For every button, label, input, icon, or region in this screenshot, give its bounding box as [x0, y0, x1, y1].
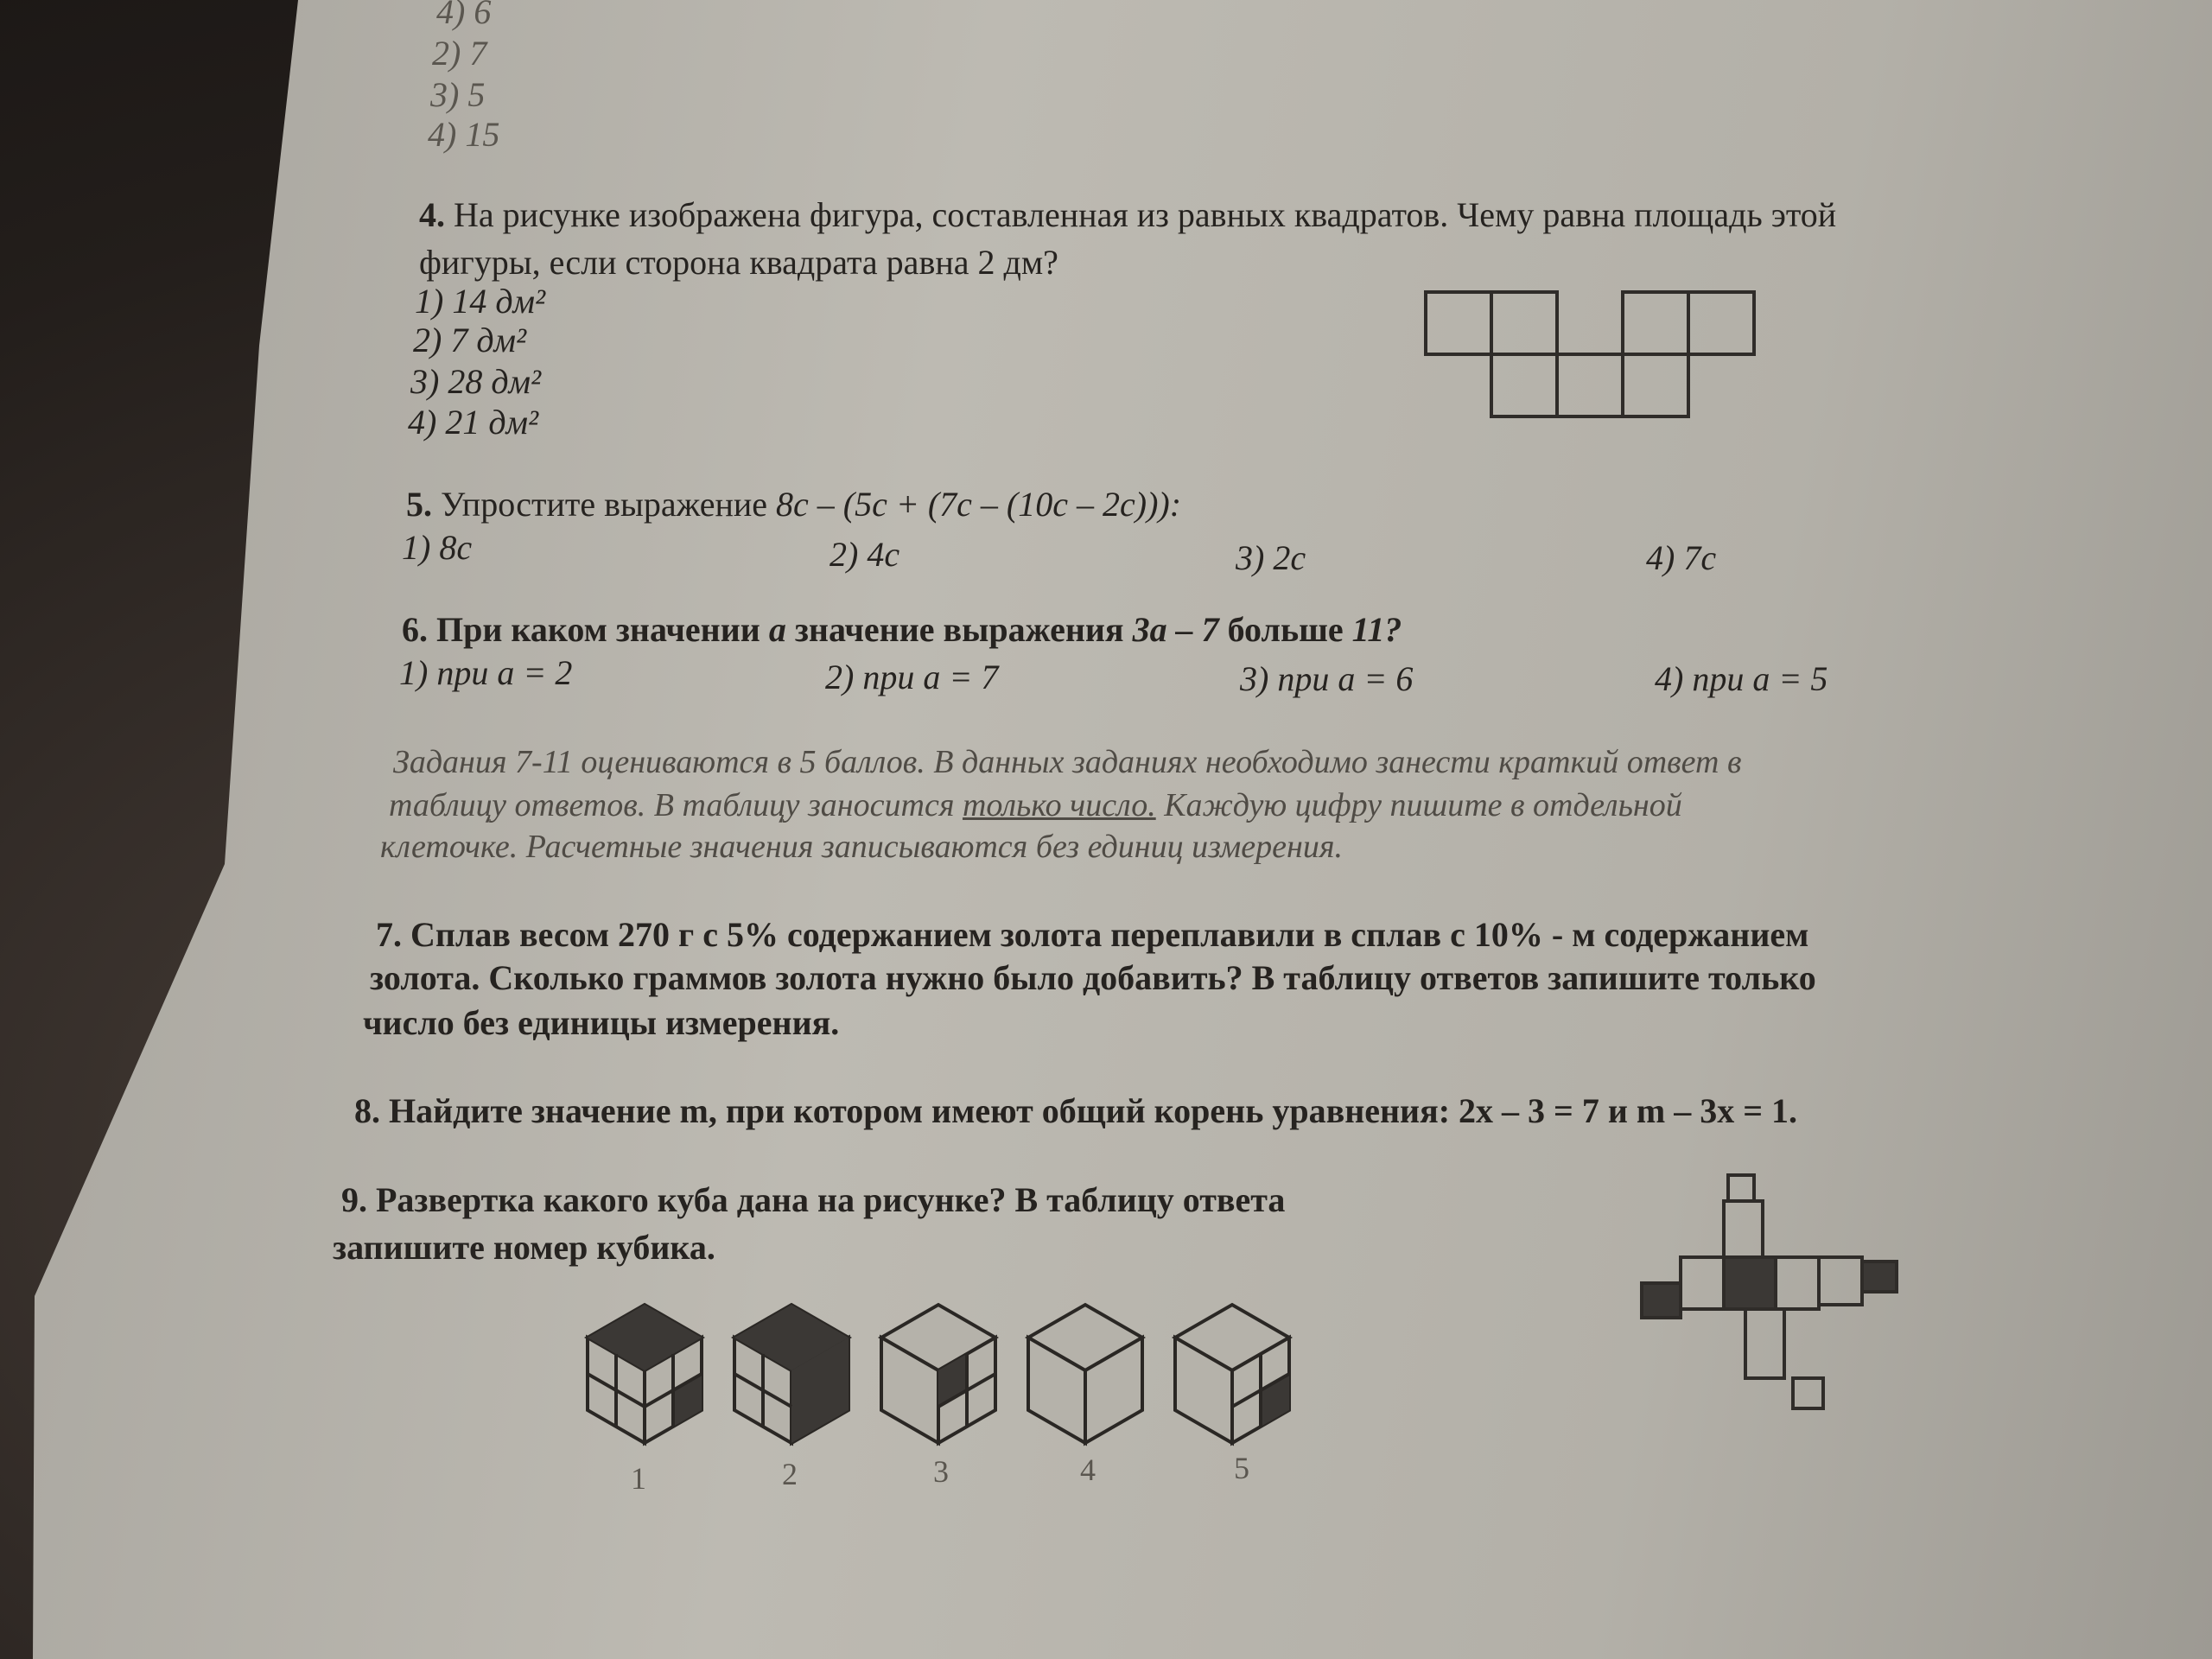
q4-line-2: фигуры, если сторона квадрата равна 2 дм? — [419, 243, 1058, 282]
q9-line-2: запишите номер кубика. — [333, 1228, 715, 1267]
q6-number: 6. — [402, 610, 428, 649]
prev-option-3: 3) 5 — [430, 75, 486, 114]
instructions-line-2b: Каждую цифру пишите в отдельной — [1164, 787, 1682, 823]
cube-2 — [734, 1305, 849, 1443]
q6-option-3: 3) при a = 6 — [1240, 659, 1414, 698]
q8-number: 8. — [354, 1091, 380, 1130]
q4-number: 4. — [419, 195, 445, 234]
q5-expression: 8c – (5c + (7c – (10c – 2c))): — [776, 485, 1182, 524]
q5-number: 5. — [406, 485, 432, 524]
squares-figure — [1417, 285, 1763, 423]
prev-option-1: 4) 6 — [436, 0, 492, 31]
cube-label-5: 5 — [1234, 1451, 1249, 1485]
q6-expression: 3a – 7 — [1132, 610, 1219, 649]
q4-line-1-text: На рисунке изображена фигура, составленная из равных квадратов. Чему равна площадь этой — [454, 195, 1837, 234]
q6-rhs: 11? — [1351, 610, 1402, 649]
cube-4 — [1028, 1305, 1142, 1443]
cube-label-3: 3 — [933, 1454, 949, 1489]
instructions-line-2a: таблицу ответов. В таблицу заносится — [389, 787, 955, 823]
q6-option-1: 1) при a = 2 — [399, 653, 573, 692]
q4-option-2: 2) 7 дм² — [413, 321, 527, 359]
q5-option-4: 4) 7c — [1646, 538, 1717, 577]
q5-option-2: 2) 4c — [830, 535, 900, 574]
prev-option-2: 2) 7 — [432, 34, 487, 73]
q6-text-c: больше — [1227, 610, 1344, 649]
q4-option-3: 3) 28 дм² — [410, 362, 542, 401]
instructions-underlined: только число. — [962, 787, 1156, 823]
q5-option-3: 3) 2c — [1236, 538, 1306, 577]
q9-line-1-text: Развертка какого куба дана на рисунке? В таблицу ответа — [376, 1180, 1286, 1219]
cube-label-2: 2 — [782, 1457, 798, 1491]
q6-option-4: 4) при a = 5 — [1655, 659, 1828, 698]
q7-line-1-text: Сплав весом 270 г с 5% содержанием золота переплавили в сплав с 10% - м содержанием — [410, 915, 1809, 954]
cube-5 — [1175, 1305, 1289, 1443]
q9-number: 9. — [341, 1180, 367, 1219]
q4-option-4: 4) 21 дм² — [408, 403, 539, 442]
q7-number: 7. — [376, 915, 402, 954]
cube-label-4: 4 — [1080, 1452, 1096, 1487]
q8-text: Найдите значение m, при котором имеют общий корень уравнения: 2x – 3 = 7 и m – 3x = 1. — [389, 1091, 1797, 1130]
q6-text-a: При каком значении — [436, 610, 760, 649]
q6-option-2: 2) при a = 7 — [825, 658, 999, 696]
cube-3 — [881, 1305, 995, 1443]
q7-line-2: золота. Сколько граммов золота нужно было добавить? В таблицу ответов запишите только — [370, 958, 1816, 997]
q8-prompt — [354, 1090, 1797, 1132]
q4-option-1: 1) 14 дм² — [415, 282, 546, 321]
q9-line-1 — [341, 1179, 1285, 1221]
q5-text: Упростите выражение — [441, 485, 768, 524]
q6-text-b: значение выражения — [794, 610, 1124, 649]
q4-line-1 — [419, 194, 1836, 236]
prev-option-4: 4) 15 — [428, 115, 500, 154]
q7-line-1 — [376, 914, 1808, 956]
cube-1 — [588, 1305, 702, 1443]
instructions-line-3: клеточке. Расчетные значения записываются без единиц измерения. — [380, 829, 1344, 865]
instructions-line-2 — [389, 786, 1682, 826]
cube-net-figure — [1633, 1166, 1918, 1426]
q6-variable: a — [768, 610, 786, 649]
q6-prompt — [402, 609, 1402, 651]
q5-option-1: 1) 8c — [402, 528, 473, 567]
cube-options — [579, 1296, 1331, 1469]
q7-line-3: число без единицы измерения. — [363, 1003, 840, 1042]
q5-prompt — [406, 484, 1181, 525]
instructions-line-1: Задания 7-11 оцениваются в 5 баллов. В данных заданиях необходимо занести краткий ответ в — [393, 744, 1742, 780]
cube-label-1: 1 — [631, 1461, 646, 1496]
